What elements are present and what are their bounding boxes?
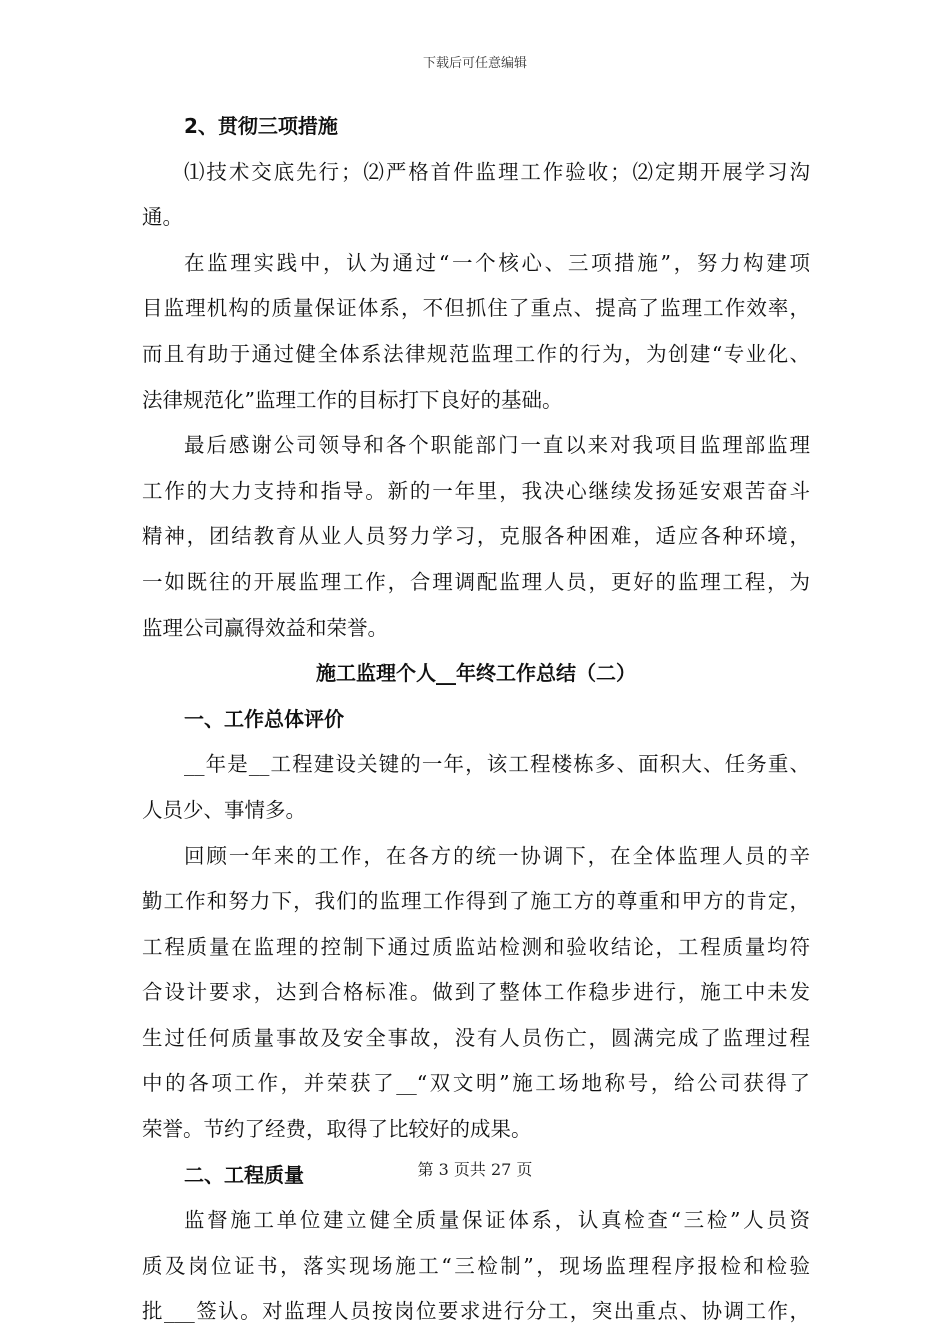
page-footer: 第 3 页共 27 页 — [417, 1160, 533, 1179]
section-heading: 一、工作总体评价 — [184, 706, 344, 731]
paragraph-line: 工作的大力支持和指导。新的一年里，我决心继续发扬延安艰苦奋斗 — [142, 478, 810, 503]
paragraph-line: 精神，团结教育从业人员努力学习，克服各种困难，适应各种环境， — [142, 524, 810, 549]
paragraph-line: 最后感谢公司领导和各个职能部门一直以来对我项目监理部监理 — [184, 433, 810, 458]
paragraph-line: 监督施工单位建立健全质量保证体系，认真检查“三检”人员资 — [184, 1208, 810, 1233]
paragraph-line: 生过任何质量事故及安全事故，没有人员伤亡，圆满完成了监理过程 — [142, 1025, 810, 1050]
paragraph-line: 中的各项工作，并荣获了__“双文明”施工场地称号，给公司获得了 — [142, 1071, 810, 1096]
paragraph-line: 勤工作和努力下，我们的监理工作得到了施工方的尊重和甲方的肯定， — [142, 889, 810, 914]
paragraph-line: 工程质量在监理的控制下通过质监站检测和验收结论，工程质量均符 — [142, 934, 810, 959]
paragraph-line: 法律规范化”监理工作的目标打下良好的基础。 — [142, 387, 563, 412]
section-heading: 2、贯彻三项措施 — [184, 114, 338, 138]
document-body — [142, 104, 810, 1335]
paragraph-line: 批___签认。对监理人员按岗位要求进行分工，突出重点、协调工作， — [142, 1299, 810, 1324]
page-header: 下载后可任意编辑 — [422, 56, 527, 71]
section-heading: 二、工程质量 — [184, 1162, 304, 1187]
paragraph-line: __年是__工程建设关键的一年，该工程楼栋多、面积大、任务重、 — [184, 752, 810, 777]
paragraph-line: 目监理机构的质量保证体系，不但抓住了重点、提高了监理工作效率， — [142, 296, 810, 321]
paragraph-line: ⑴技术交底先行；⑵严格首件监理工作验收；⑵定期开展学习沟 — [184, 159, 810, 184]
paragraph-line: 合设计要求，达到合格标准。做到了整体工作稳步进行，施工中未发 — [142, 980, 810, 1005]
paragraph-line: 人员少、事情多。 — [142, 797, 306, 822]
paragraph-line: 监理公司赢得效益和荣誉。 — [142, 615, 388, 640]
paragraph-line: 质及岗位证书，落实现场施工“三检制”，现场监理程序报检和检验 — [142, 1253, 810, 1278]
paragraph-line: 通。 — [142, 205, 183, 230]
paragraph-line: 荣誉。节约了经费，取得了比较好的成果。 — [142, 1117, 532, 1142]
paragraph-line: 一如既往的开展监理工作，合理调配监理人员，更好的监理工程，为 — [142, 569, 810, 594]
document-title: 施工监理个人__年终工作总结（二） — [316, 661, 636, 686]
paragraph-line: 而且有助于通过健全体系法律规范监理工作的行为，为创建“专业化、 — [142, 341, 810, 366]
paragraph-line: 回顾一年来的工作，在各方的统一协调下，在全体监理人员的辛 — [184, 843, 810, 868]
paragraph-line: 在监理实践中，认为通过“一个核心、三项措施”，努力构建项 — [184, 250, 810, 275]
